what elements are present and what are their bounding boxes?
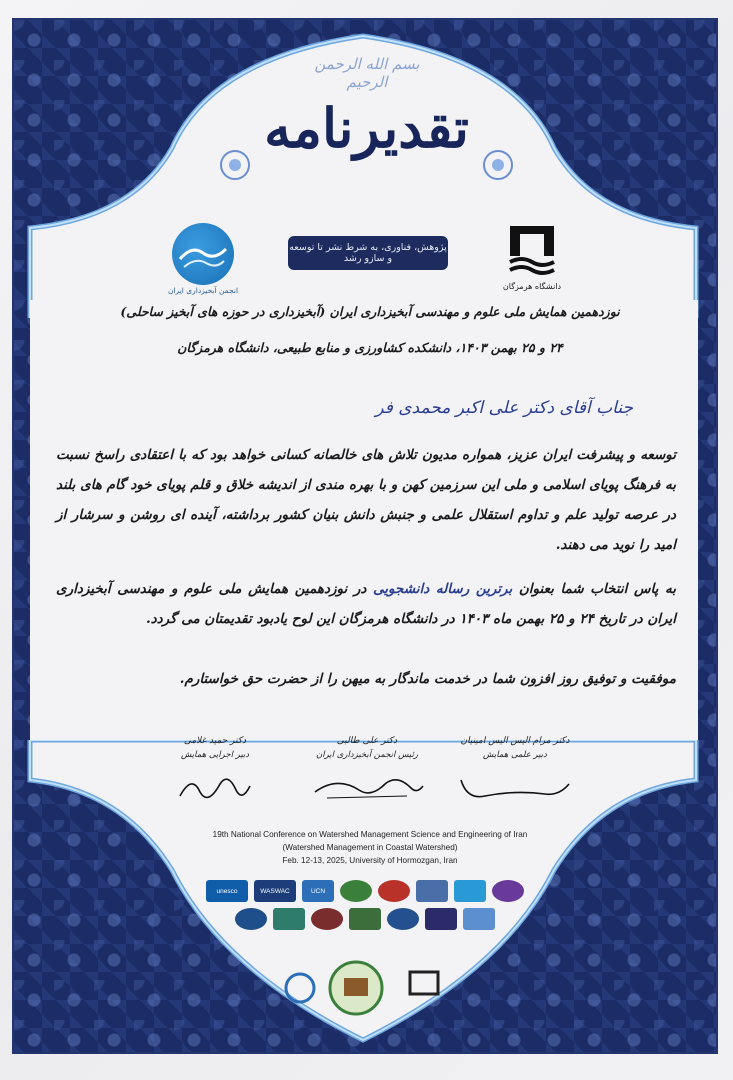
signer-name: دکتر حمید غلامی — [183, 736, 247, 746]
certificate-title: تقدیرنامه — [264, 96, 469, 160]
sponsor-logo-icon — [425, 908, 457, 930]
waswac-logo-icon: WASWAC — [254, 880, 296, 902]
recipient-name: جناب آقای دکتر علی اکبر محمدی فر — [375, 398, 633, 418]
paragraph-1: توسعه و پیشرفت ایران عزیز، همواره مدیون تلاش های خالصانه کسانی خواهد بود که با اعتقادی راسخ نسبت به فرهنگ پویای اسلامی و ملی این سرزمین کهن و با بهره مندی از اندیشه خلاق و قلم پویای خود گام های بلند در عرصه تولید علم و تداوم استقلال علمی و جنبش دانش بنیان کشور برداشته، آینده ای روشن و سرشار از امید را نوید می دهند. — [56, 447, 676, 553]
english-line-2: (Watershed Management in Coastal Watershed) — [282, 843, 458, 852]
signer-role: دبیر علمی همایش — [483, 750, 547, 760]
sponsor-logo-icon — [311, 908, 343, 930]
logo-left-caption: انجمن آبخیزداری ایران — [167, 286, 239, 295]
conference-line-1: نوزدهمین همایش ملی علوم و مهندسی آبخیزداری ایران (آبخیزداری در حوزه های آبخیز ساحلی) — [120, 304, 620, 319]
sponsor-logos — [200, 880, 530, 930]
english-line-3: Feb. 12-13, 2025, University of Hormozgan, Iran — [282, 856, 458, 865]
paragraph-2 — [56, 574, 676, 634]
sub-banner: پژوهش، فناوری، به شرط نشر تا توسعه و سازو رشد — [288, 236, 448, 270]
signer-role: دبیر اجرایی همایش — [180, 750, 250, 760]
sponsor-logo-icon — [492, 880, 524, 902]
paragraph-2-end: در نوزدهمین همایش ملی علوم و مهندسی آبخیزداری ایران در تاریخ ۲۴ و ۲۵ بهمن ماه ۱۴۰۳ در دانشگاه هرمزگان این لوح یادبود تقدیمتان می گردد. — [56, 581, 676, 627]
ucn-logo-icon: UCN — [302, 880, 334, 902]
sponsor-logo-icon — [378, 880, 410, 902]
sponsor-logo-icon — [416, 880, 448, 902]
sponsor-logo-icon — [349, 908, 381, 930]
signature-1-icon — [170, 766, 260, 810]
signer-name: دکتر علی طالبی — [336, 736, 398, 746]
sponsor-logo-icon — [387, 908, 419, 930]
award-title: برترین رساله دانشجویی — [373, 581, 513, 597]
university-hormozgan-logo-icon — [504, 224, 560, 276]
paragraph-3: موفقیت و توفیق روز افزون شما در خدمت ماندگار به میهن را از حضرت حق خواستارم. — [179, 671, 676, 687]
sponsor-logo-icon — [273, 908, 305, 930]
bottom-logos — [270, 958, 470, 1018]
conference-line-2: ۲۴ و ۲۵ بهمن ۱۴۰۳، دانشکده کشاورزی و منابع طبیعی، دانشگاه هرمزگان — [177, 340, 563, 355]
sponsor-logo-icon — [410, 972, 438, 994]
english-line-1: 19th National Conference on Watershed Management Science and Engineering of Iran — [212, 830, 528, 839]
flourish-right-icon — [478, 145, 518, 185]
signature-3-icon — [455, 766, 575, 806]
signature-block-3 — [440, 736, 590, 806]
signature-block-1 — [150, 736, 280, 810]
paragraph-2-start: به پاس انتخاب شما بعنوان — [512, 581, 676, 597]
watershed-society-logo-icon — [172, 223, 234, 285]
logo-right-caption: دانشگاه هرمزگان — [502, 282, 562, 291]
english-conference-info — [170, 828, 570, 867]
sponsor-logo-icon — [463, 908, 495, 930]
unesco-logo-icon: unesco — [206, 880, 248, 902]
signer-role: رئیس انجمن آبخیزداری ایران — [316, 750, 418, 760]
flourish-left-icon — [215, 145, 255, 185]
signer-name: دکتر مرام الیس الیس امینیان — [460, 736, 570, 746]
bismillah: بسم الله الرحمن الرحیم — [314, 55, 420, 91]
sponsor-logo-icon — [235, 908, 267, 930]
sponsor-logo-icon — [454, 880, 486, 902]
conference-emblem-building — [344, 978, 368, 996]
sponsor-logo-icon — [340, 880, 372, 902]
signature-block-2 — [292, 736, 442, 806]
signature-2-icon — [307, 766, 427, 806]
sponsor-logo-icon — [286, 974, 314, 1002]
